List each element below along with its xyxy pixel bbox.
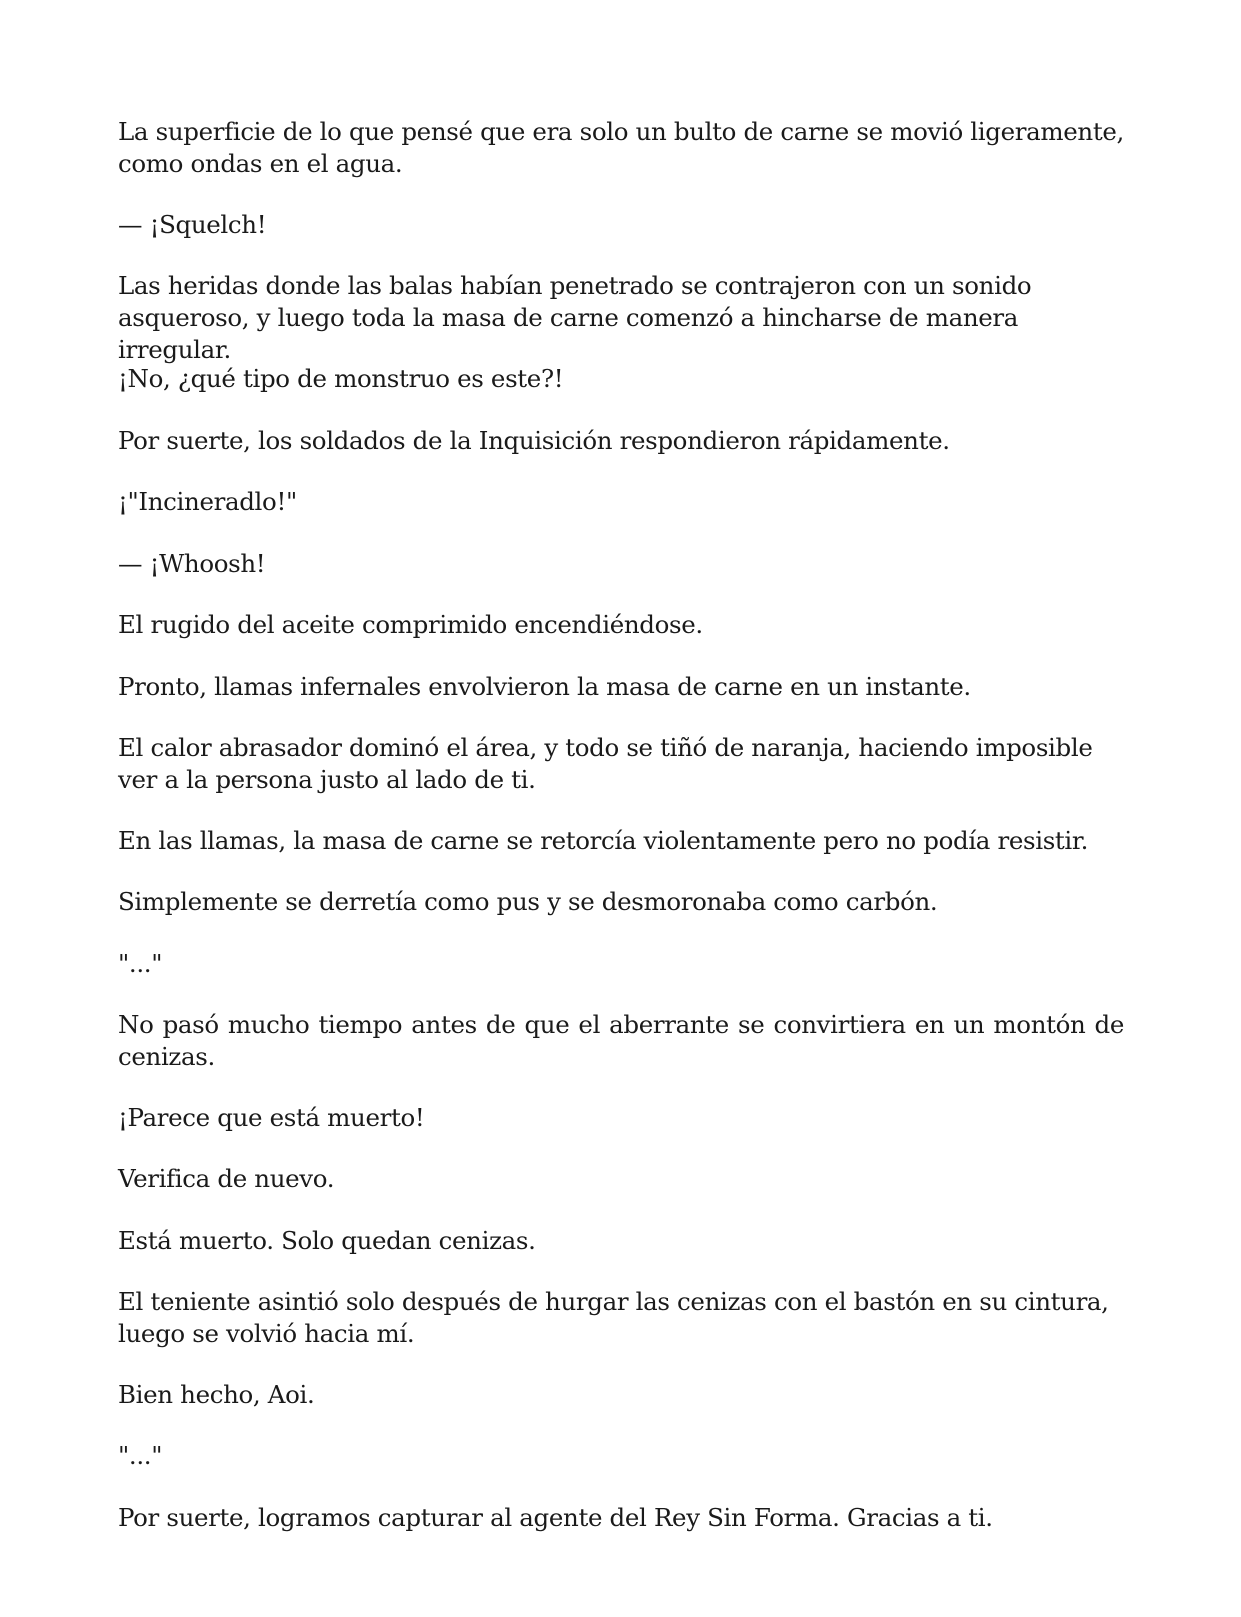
paragraph-12: Simplemente se derretía como pus y se desmoronaba como carbón. bbox=[118, 887, 938, 916]
paragraph-20: "..." bbox=[118, 1441, 163, 1470]
paragraph-9: Pronto, llamas infernales envolvieron la masa de carne en un instante. bbox=[118, 672, 971, 701]
paragraph-19: Bien hecho, Aoi. bbox=[118, 1380, 315, 1409]
paragraph-16: Verifica de nuevo. bbox=[118, 1164, 335, 1193]
paragraph-21: Por suerte, logramos capturar al agente del Rey Sin Forma. Gracias a ti. bbox=[118, 1503, 993, 1532]
paragraph-6: ¡"Incineradlo!" bbox=[118, 487, 297, 516]
paragraph-13: "..." bbox=[118, 949, 163, 978]
paragraph-14: No pasó mucho tiempo antes de que el aberrante se convirtiera en un montón de cenizas. bbox=[118, 1010, 1124, 1071]
paragraph-18: El teniente asintió solo después de hurgar las cenizas con el bastón en su cintura, luego se volvió hacia mí. bbox=[118, 1287, 1109, 1348]
paragraph-11: En las llamas, la masa de carne se retorcía violentamente pero no podía resistir. bbox=[118, 826, 1089, 855]
paragraph-5: Por suerte, los soldados de la Inquisición respondieron rápidamente. bbox=[118, 426, 950, 455]
paragraph-2: — ¡Squelch! bbox=[118, 210, 267, 239]
paragraph-4: ¡No, ¿qué tipo de monstruo es este?! bbox=[118, 364, 564, 393]
paragraph-15: ¡Parece que está muerto! bbox=[118, 1103, 425, 1132]
paragraph-8: El rugido del aceite comprimido encendiéndose. bbox=[118, 610, 703, 639]
paragraph-17: Está muerto. Solo quedan cenizas. bbox=[118, 1226, 536, 1255]
paragraph-10: El calor abrasador dominó el área, y todo se tiñó de naranja, haciendo imposible ver a la persona justo al lado de ti. bbox=[118, 733, 1093, 794]
paragraph-3: Las heridas donde las balas habían penetrado se contrajeron con un sonido asqueroso, y luego toda la masa de carne comenzó a hincharse de manera irregular. bbox=[118, 271, 1032, 364]
paragraph-1: La superficie de lo que pensé que era solo un bulto de carne se movió ligeramente, como ondas en el agua. bbox=[118, 117, 1124, 178]
paragraph-7: — ¡Whoosh! bbox=[118, 549, 266, 578]
